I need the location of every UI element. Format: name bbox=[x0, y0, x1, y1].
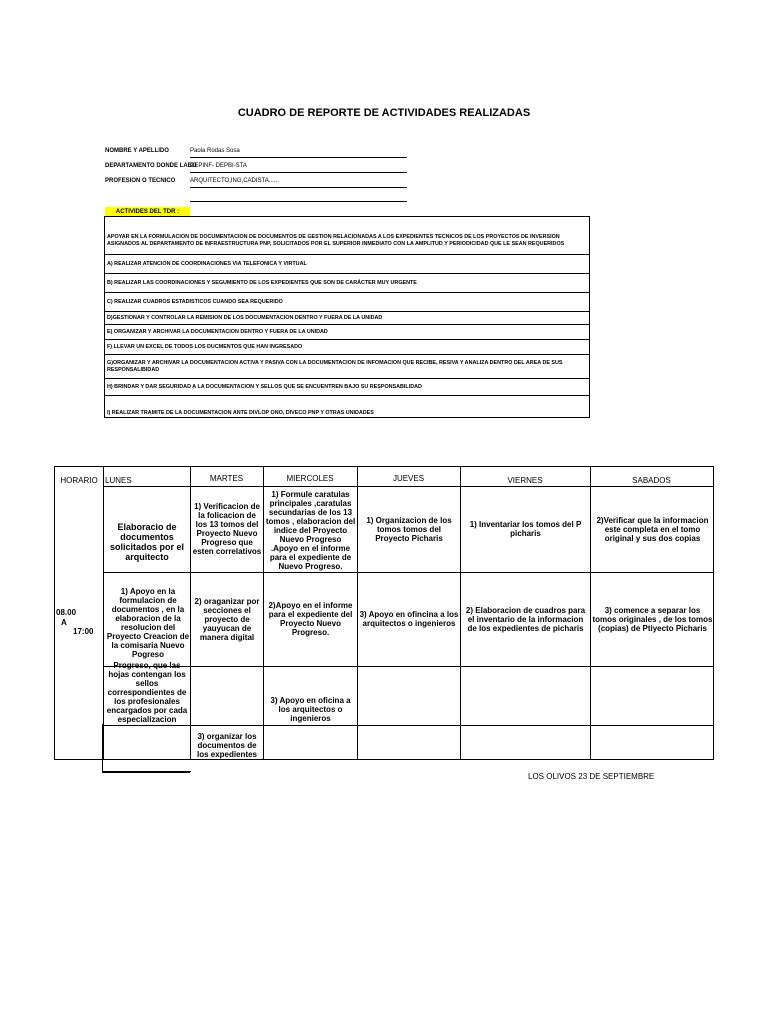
tdr-item: APOYAR EN LA FORMULACION DE DOCUMENTACION DE DOCUMENTOS DE GESTION RELACIONADAS A LOS EXPEDIENTES TECNICOS DE LOS PROYECTOS DE INVERSION ASIGNADOS AL DEPARTAMENTO DE INFRAESTRUCTURA PNP, SOLICITADOS POR EL SUPERIOR INMEDIATO CON LA AMPLITUD Y PERIODICIDAD QUE LE SEAN REQUERIDOS bbox=[105, 217, 589, 255]
horario-end: 17:00 bbox=[73, 627, 94, 636]
grid-line bbox=[102, 772, 190, 773]
tdr-item: E) ORGANIZAR Y ARCHIVAR LA DOCUMENTACION DENTRO Y FUERA DE LA UNIDAD bbox=[105, 325, 589, 340]
sabados-activity: 3) comence a separar los tomos originales , de los tomos (copias) de Ptiyecto Picharis bbox=[592, 605, 713, 633]
field-underline bbox=[190, 187, 407, 188]
tdr-item: F) LLEVAR UN EXCEL DE TODOS LOS DUCMENTOS QUE HAN INGRESADO bbox=[105, 340, 589, 355]
field-value-departamento: DEPINF- DEPBI-STA bbox=[190, 163, 247, 169]
tdr-item: G)ORGANIZAR Y ARCHIVAR LA DOCUMENTACION ACTIVA Y PASIVA CON LA DOCUMENTACION DE INFOMACION QUE RECIBE, RESIVA Y ANALIZA DENTRO DEL AREA DE SUS RESPONSALIBIDAD bbox=[105, 355, 589, 379]
miercoles-activity: 3) Apoyo en oficina a los arquitectos o ingenieros bbox=[270, 695, 351, 723]
header-martes: MARTES bbox=[209, 474, 244, 483]
viernes-activity: 2) Elaboracion de cuadros para el inventario de la informacion de los expedientes de picharis bbox=[465, 605, 586, 633]
footer-date: LOS OLIVOS 23 DE SEPTIEMBRE bbox=[528, 772, 655, 781]
tdr-item: C) REALIZAR CUADROS ESTADISTICOS CUANDO SEA REQUERIDO bbox=[105, 293, 589, 312]
header-miercoles: MIERCOLES bbox=[286, 474, 334, 483]
horario-start: 08.00 bbox=[56, 608, 77, 617]
miercoles-activity: 2)Apoyo en el informe para el expediente del Proyecto Nuevo Progreso. bbox=[268, 601, 353, 637]
grid-line bbox=[460, 467, 461, 759]
martes-activity: 2) oraganizar por secciones el proyecto de yauyucan de manera digital bbox=[194, 596, 260, 642]
lunes-activity: 1) Apoyo en la formulacion de documentos , en la elaboracion de la resolucion del Proyecto Creacion de la comisaria Nuevo Pogreso bbox=[106, 587, 190, 659]
tdr-label: ACTIVIDES DEL TDR : bbox=[105, 207, 190, 217]
grid-line bbox=[103, 467, 104, 759]
tdr-item: B) REALIZAR LAS COORDINACIONES Y SEGUMIENTO DE LOS EXPEDIENTES QUE SON DE CARÁCTER MUY URGENTE bbox=[105, 274, 589, 293]
field-underline bbox=[190, 157, 407, 158]
grid-line bbox=[103, 666, 713, 667]
grid-line bbox=[102, 724, 103, 773]
tdr-item: I) REALIZAR TRAMITE DE LA DOCUMENTACION ANTE DIVLOP ONO, DIVECO PNP Y OTRAS UNIDADES bbox=[107, 410, 374, 416]
martes-activity: 1) Verificacion de la folicacion de los 13 tomos del Proyecto Nuevo Progreso que esten correlativos bbox=[192, 502, 262, 556]
tdr-activities-box bbox=[104, 216, 590, 418]
tdr-item: D)GESTIONAR Y CONTROLAR LA REMISION DE LOS DOCUMENTACION DENTRO Y FUERA DE LA UNIDAD bbox=[105, 312, 589, 325]
lunes-activity: Progreso, que las hojas contengan los sellos correspondientes de los profesionales encargados por cada especializacion bbox=[106, 661, 188, 724]
grid-line bbox=[263, 467, 264, 759]
martes-activity: 3) organizar los documentos de los expedientes bbox=[196, 731, 258, 759]
jueves-activity: 3) Apoyo en ofincina a los arquitectos o ingenieros bbox=[359, 610, 459, 628]
header-horario: HORARIO bbox=[60, 476, 98, 485]
header-sabados: SABADOS bbox=[632, 476, 671, 485]
sabados-activity: 2)Verificar que la informacion este completa en el tomo original y sus dos copias bbox=[596, 515, 709, 543]
field-underline bbox=[190, 201, 407, 202]
grid-line bbox=[590, 467, 591, 759]
tdr-item: H) BRINDAR Y DAR SEGURIDAD A LA DOCUMENTACION Y SELLOS QUE SE ENCUENTREN BAJO SU RESPONSABILIDAD bbox=[105, 379, 589, 396]
field-label-departamento: DEPARTAMENTO DONDE LABO bbox=[105, 163, 197, 169]
miercoles-activity: 1) Formule caratulas principales ,caratulas secundarias de los 13 tomos , elaboracion del indice del Proyecto Nuevo Progreso .Apoyo en el informe para el expediente de Nuevo Progreso. bbox=[265, 490, 356, 571]
header-viernes: VIERNES bbox=[507, 476, 543, 485]
jueves-activity: 1) Organizacion de los tomos tomos del Proyecto Picharis bbox=[366, 515, 452, 543]
tdr-item: A) REALIZAR ATENCION DE COORDINACIONES VIA TELEFONICA Y VIRTUAL bbox=[105, 255, 589, 274]
horario-separator: A bbox=[61, 618, 67, 627]
lunes-activity: Elaboracio de documentos solicitados por el arquitecto bbox=[109, 522, 185, 562]
schedule-table bbox=[54, 466, 714, 760]
page-title: CUADRO DE REPORTE DE ACTIVIDADES REALIZADAS bbox=[237, 107, 531, 119]
header-lunes: LUNES bbox=[105, 476, 132, 485]
viernes-activity: 1) Inventariar los tomos del P picharis bbox=[469, 520, 582, 538]
field-underline bbox=[190, 172, 407, 173]
field-label-nombre: NOMBRE Y APELLIDO bbox=[105, 148, 169, 154]
field-value-profesion: ARQUITECTO,ING,CADISTA...... bbox=[190, 178, 279, 184]
field-value-nombre: Paola Rodas Sosa bbox=[190, 148, 240, 154]
grid-line bbox=[357, 467, 358, 759]
field-label-profesion: PROFESION O TECNICO bbox=[105, 178, 176, 184]
header-jueves: JUEVES bbox=[392, 474, 425, 483]
